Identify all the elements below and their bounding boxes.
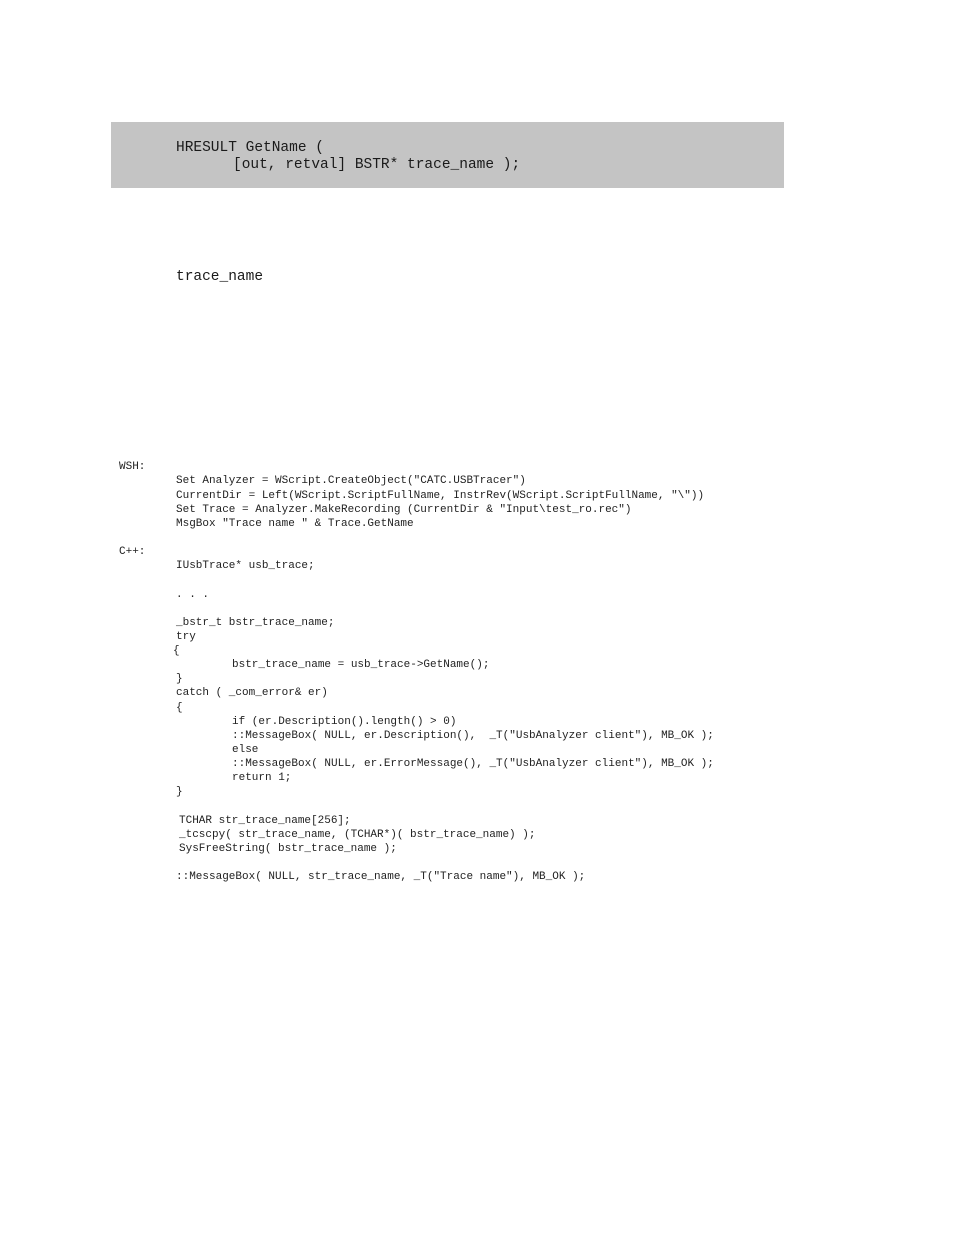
cpp-line: catch ( _com_error& er) <box>176 687 328 699</box>
syntax-line-2: [out, retval] BSTR* trace_name ); <box>233 157 521 173</box>
cpp-line: } <box>176 786 183 798</box>
cpp-line: { <box>176 702 183 714</box>
wsh-line: Set Trace = Analyzer.MakeRecording (CurrentDir & "Input\test_ro.rec") <box>176 504 632 516</box>
cpp-line: IUsbTrace* usb_trace; <box>176 560 315 572</box>
cpp-line: if (er.Description().length() > 0) <box>232 716 457 728</box>
syntax-line-1: HRESULT GetName ( <box>176 140 324 156</box>
cpp-line: . . . <box>176 589 210 601</box>
wsh-line: Set Analyzer = WScript.CreateObject("CATC.USBTracer") <box>176 475 526 487</box>
cpp-line: ::MessageBox( NULL, str_trace_name, _T("Trace name"), MB_OK ); <box>176 871 586 883</box>
cpp-line: _tcscpy( str_trace_name, (TCHAR*)( bstr_trace_name) ); <box>179 829 536 841</box>
cpp-line: SysFreeString( bstr_trace_name ); <box>179 843 397 855</box>
wsh-line: CurrentDir = Left(WScript.ScriptFullName, InstrRev(WScript.ScriptFullName, "\")) <box>176 490 705 502</box>
cpp-line: bstr_trace_name = usb_trace->GetName(); <box>232 659 490 671</box>
wsh-line: MsgBox "Trace name " & Trace.GetName <box>176 518 414 530</box>
cpp-line: try <box>176 631 196 643</box>
cpp-line: ::MessageBox( NULL, er.ErrorMessage(), _T("UsbAnalyzer client"), MB_OK ); <box>232 758 714 770</box>
cpp-line: TCHAR str_trace_name[256]; <box>179 815 351 827</box>
parameter-name: trace_name <box>176 269 264 285</box>
cpp-line: { <box>173 645 180 657</box>
wsh-label: WSH: <box>119 461 146 473</box>
cpp-line: else <box>232 744 259 756</box>
cpp-line: } <box>176 673 183 685</box>
cpp-line: _bstr_t bstr_trace_name; <box>176 617 335 629</box>
cpp-line: ::MessageBox( NULL, er.Description(), _T("UsbAnalyzer client"), MB_OK ); <box>232 730 714 742</box>
cpp-line: return 1; <box>232 772 292 784</box>
cpp-label: C++: <box>119 546 146 558</box>
